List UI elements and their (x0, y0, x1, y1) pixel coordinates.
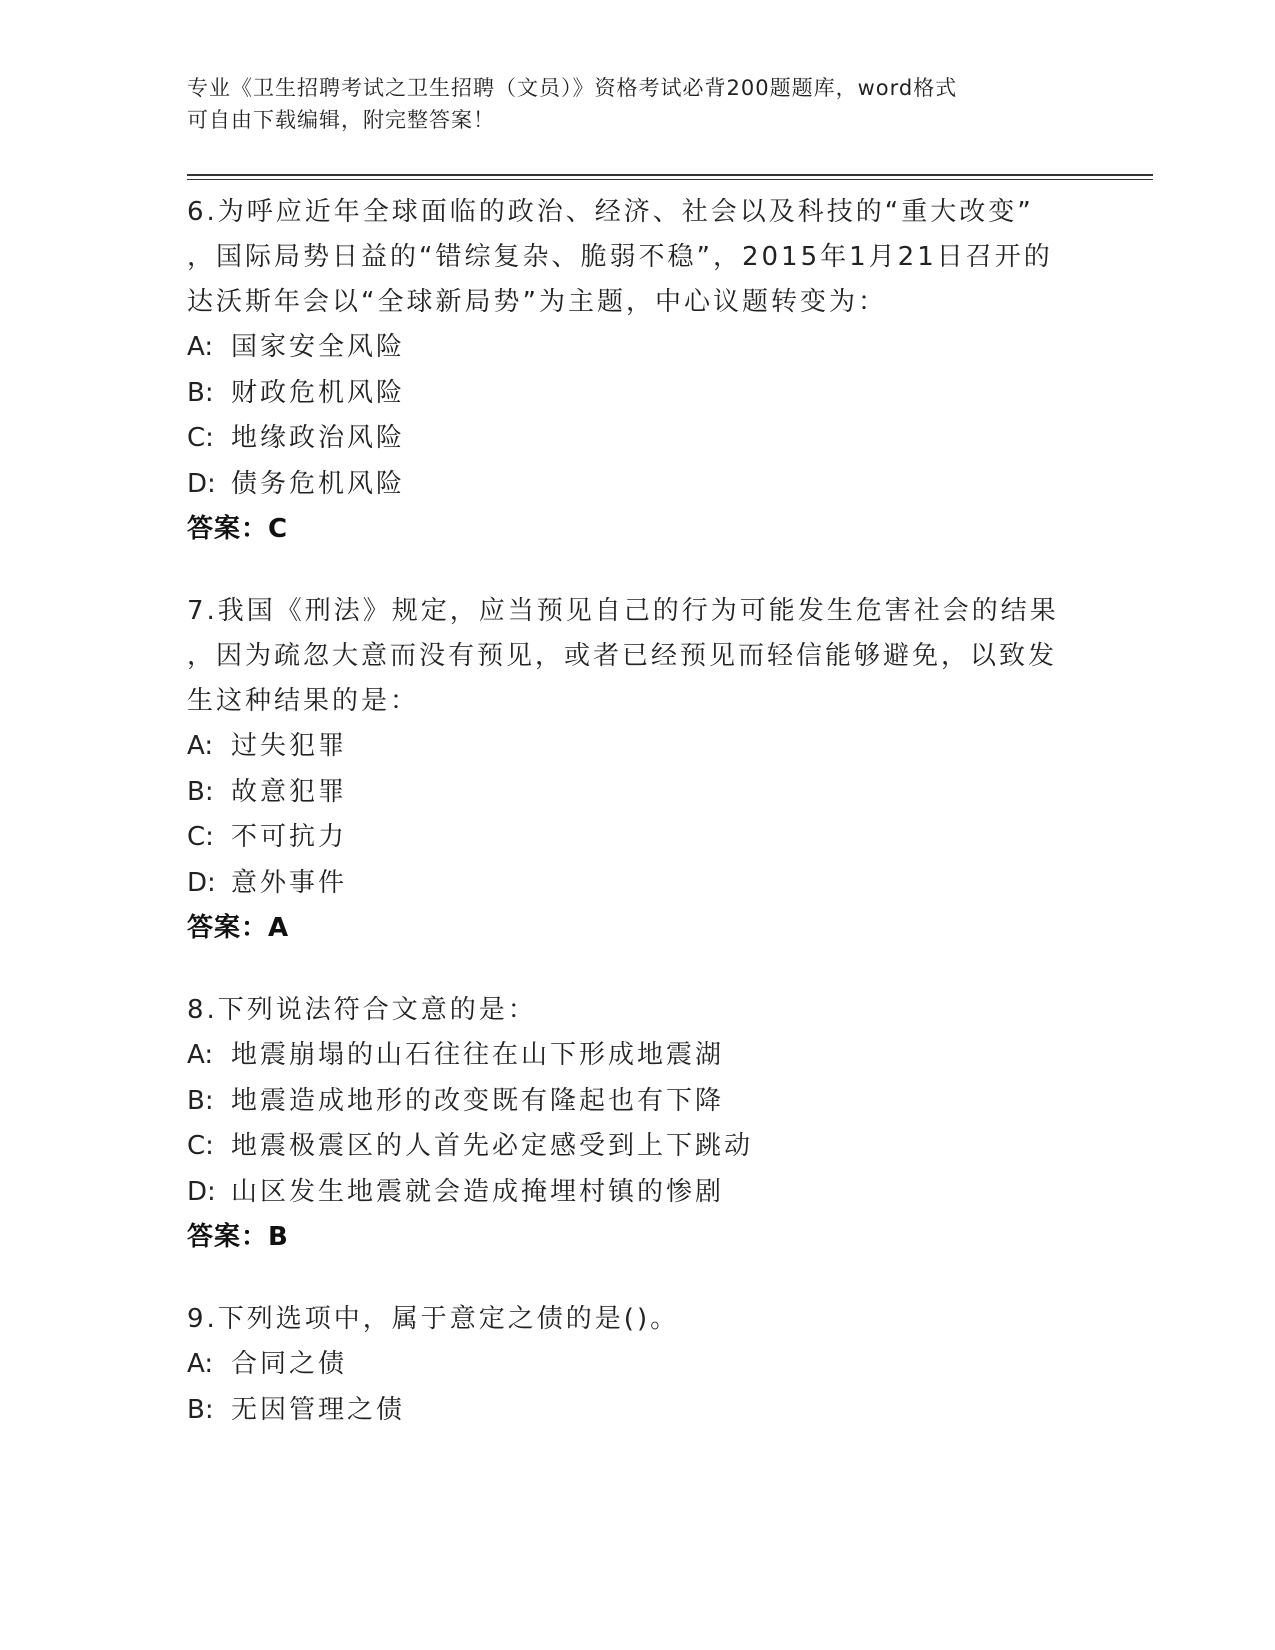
header-divider (187, 174, 1153, 176)
option-letter: C: (187, 423, 214, 453)
answer-option (187, 1033, 1087, 1079)
header-line-2: 可自由下载编辑，附完整答案！ (187, 108, 495, 132)
question-stem (187, 589, 1087, 724)
question-stem-line: 生这种结果的是： (187, 686, 420, 716)
option-letter: D: (187, 1176, 216, 1207)
option-letter: D: (187, 468, 216, 499)
option-letter: C: (187, 1131, 214, 1161)
option-text: 债务危机风险 (231, 468, 406, 499)
answer-key: 答案：C (187, 514, 289, 544)
question-item (187, 1297, 1087, 1433)
answer-key: 答案：B (187, 1222, 289, 1252)
answer-option (187, 724, 1087, 770)
answer-option (187, 1170, 1087, 1216)
answer-option (187, 325, 1087, 371)
option-text: 过失犯罪 (231, 731, 348, 761)
option-text: 无因管理之债 (231, 1394, 406, 1425)
question-stem-line: 8.下列说法符合文意的是： (187, 995, 537, 1025)
option-text: 意外事件 (231, 867, 348, 898)
document-header (187, 72, 1067, 136)
question-item (187, 589, 1087, 951)
answer-option (187, 1388, 1087, 1434)
answer-option (187, 770, 1087, 816)
option-letter: B: (187, 1085, 214, 1116)
answer-option (187, 1124, 1087, 1170)
option-text: 山区发生地震就会造成掩埋村镇的惨剧 (231, 1176, 725, 1207)
question-stem-line: ，因为疏忽大意而没有预见，或者已经预见而轻信能够避免，以致发 (187, 641, 1058, 671)
option-text: 不可抗力 (231, 822, 348, 852)
option-letter: A: (187, 332, 214, 362)
question-stem (187, 988, 1087, 1033)
question-stem-line: 达沃斯年会以“全球新局势”为主题，中心议题转变为： (187, 287, 887, 317)
option-letter: A: (187, 1040, 214, 1070)
question-item (187, 190, 1087, 552)
option-text: 地震造成地形的改变既有隆起也有下降 (231, 1085, 725, 1116)
option-letter: A: (187, 1349, 214, 1379)
answer-option (187, 1342, 1087, 1388)
option-letter: B: (187, 377, 214, 408)
option-text: 财政危机风险 (231, 377, 406, 408)
option-letter: D: (187, 867, 216, 898)
answer-option (187, 462, 1087, 508)
answer-option (187, 416, 1087, 462)
option-text: 国家安全风险 (231, 332, 406, 362)
option-letter: C: (187, 822, 214, 852)
option-letter: B: (187, 776, 214, 807)
answer-option (187, 371, 1087, 417)
option-letter: A: (187, 731, 214, 761)
header-divider-thin (187, 179, 1153, 180)
answer-key: 答案：A (187, 913, 290, 943)
question-item (187, 988, 1087, 1260)
question-stem-line: 7.我国《刑法》规定，应当预见自己的行为可能发生危害社会的结果 (187, 596, 1059, 626)
option-text: 地缘政治风险 (231, 423, 406, 453)
option-text: 合同之债 (231, 1349, 348, 1379)
question-stem (187, 190, 1087, 325)
option-text: 故意犯罪 (231, 776, 348, 807)
question-stem-line: 6.为呼应近年全球面临的政治、经济、社会以及科技的“重大改变” (187, 197, 1034, 227)
option-letter: B: (187, 1394, 214, 1425)
answer-option (187, 861, 1087, 907)
option-text: 地震崩塌的山石往往在山下形成地震湖 (231, 1040, 725, 1070)
answer-option (187, 1079, 1087, 1125)
answer-option (187, 815, 1087, 861)
question-stem-line: 9.下列选项中，属于意定之债的是()。 (187, 1304, 680, 1334)
question-list (187, 190, 1087, 1470)
question-stem-line: ，国际局势日益的“错综复杂、脆弱不稳”，2015年1月21日召开的 (187, 242, 1053, 272)
header-line-1: 专业《卫生招聘考试之卫生招聘（文员）》资格考试必背200题题库，word格式 (187, 76, 958, 100)
option-text: 地震极震区的人首先必定感受到上下跳动 (231, 1131, 754, 1161)
question-stem (187, 1297, 1087, 1342)
